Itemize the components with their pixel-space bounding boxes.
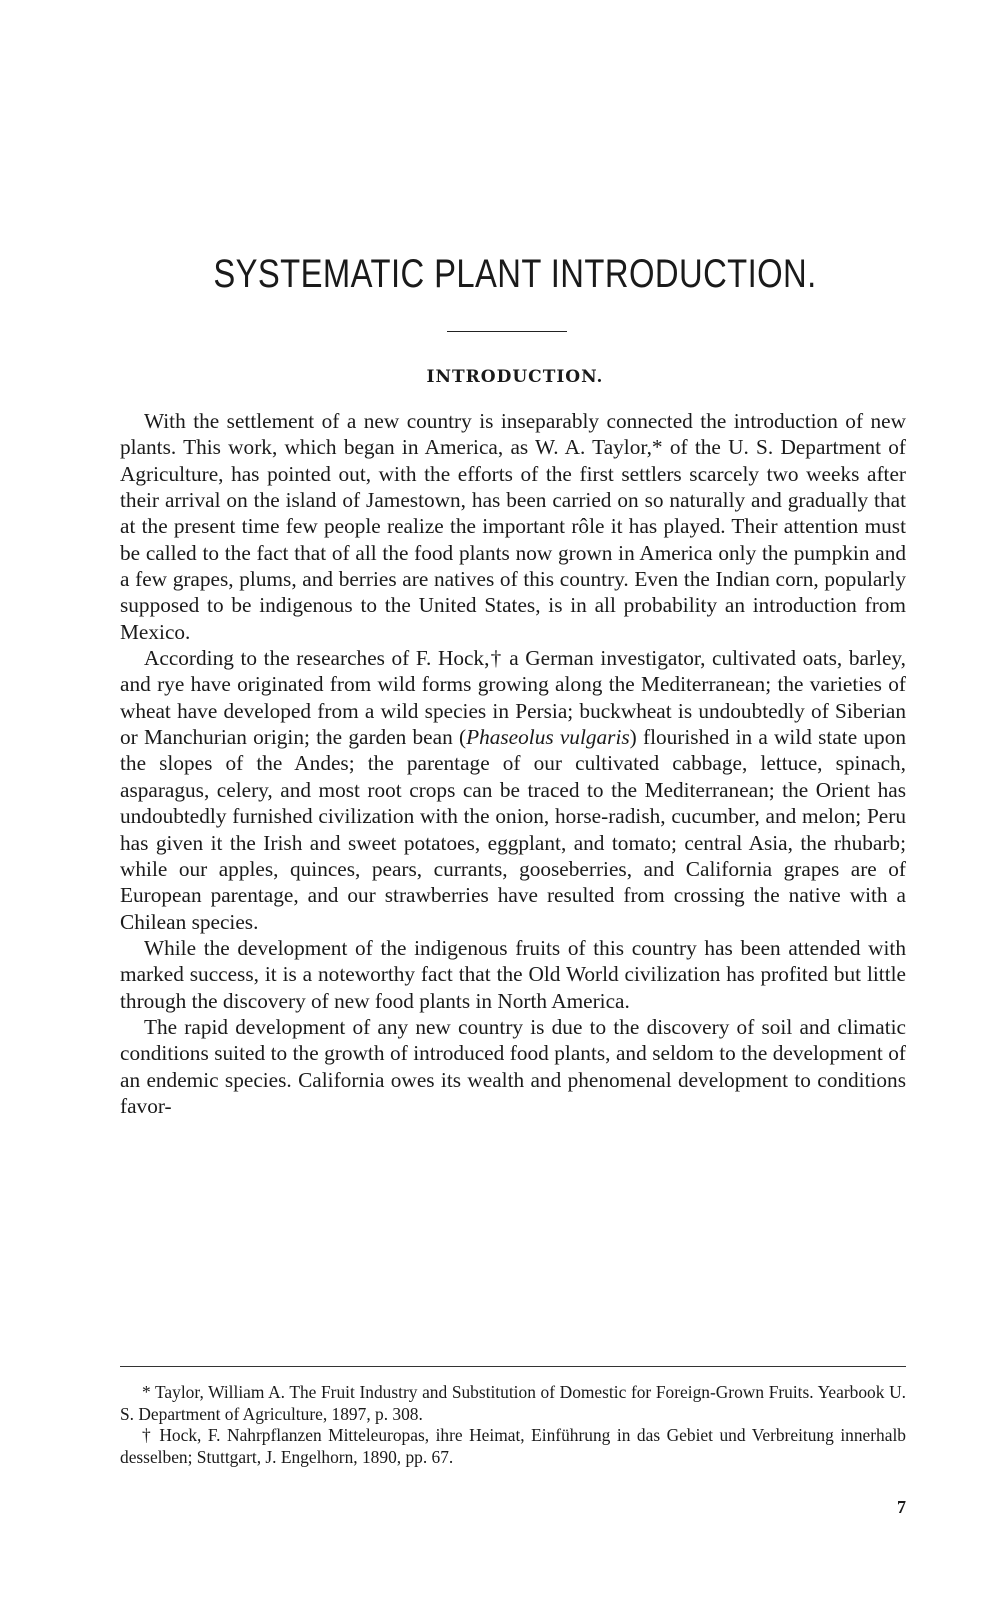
paragraph-2 [120,645,906,935]
page-title: SYSTEMATIC PLANT INTRODUCTION. [213,252,817,296]
footnote-2: † Hock, F. Nahrpflanzen Mitteleuropas, ihre Heimat, Einführung in das Gebiet und Verbreitung innerhalb desselben; Stuttgart, J. Engelhorn, 1890, pp. 67. [120,1425,906,1467]
paragraph-2-text-before: According to the researches of F. Hock,† a German investigator, cultivated oats, barley, and rye have originated from wild forms growing along the Mediterranean; the varieties of wheat have developed from a wild species in Persia; buckwheat is undoubtedly of Siberian or Manchurian origin; the garden bean ( [120,646,906,750]
paragraph-1-text: With the settlement of a new country is inseparably connected the introduction of new plants. This work, which began in America, as W. A. Taylor,* of the U. S. Department of Agriculture, has pointed out, with the efforts of the first settlers scarcely two weeks after their arrival on the island of Jamestown, has been carried on so naturally and gradually that at the present time few people realize the important rôle it has played. Their attention must be called to the fact that of all the food plants now grown in America only the pumpkin and a few grapes, plums, and berries are natives of this country. Even the Indian corn, popularly supposed to be indigenous to the United States, is in all probability an introduction from Mexico. [120,409,906,644]
paragraph-4 [120,1014,906,1119]
paragraph-2-italic-species: Phaseolus vulgaris [466,725,630,750]
paragraph-1 [120,408,906,645]
body-text [120,408,906,1119]
page-number: 7 [897,1497,906,1517]
section-heading: INTRODUCTION. [426,367,604,387]
title-divider [447,331,567,332]
footnote-divider [120,1366,906,1367]
paragraph-3 [120,935,906,1014]
paragraph-2-text-after: ) flourished in a wild state upon the slopes of the Andes; the parentage of our cultivated cabbage, lettuce, spinach, asparagus, celery, and most root crops can be traced to the Mediterranean; the Orient has undoubtedly furnished civilization with the onion, horse-radish, cucumber, and melon; Peru has given it the Irish and sweet potatoes, eggplant, and tomato; central Asia, the rhubarb; while our apples, quinces, pears, currants, gooseberries, and California grapes are of European parentage, and our strawberries have resulted from crossing the native with a Chilean species. [120,725,906,934]
footnotes [120,1382,906,1468]
paragraph-4-text: The rapid development of any new country is due to the discovery of soil and climatic conditions suited to the growth of introduced food plants, and seldom to the development of an endemic species. California owes its wealth and phenomenal development to conditions favor- [120,1014,906,1118]
footnote-1: * Taylor, William A. The Fruit Industry and Substitution of Domestic for Foreign-Grown Fruits. Yearbook U. S. Department of Agriculture, 1897, p. 308. [120,1382,906,1424]
paragraph-3-text: While the development of the indigenous fruits of this country has been attended with marked success, it is a noteworthy fact that the Old World civilization has profited but little through the discovery of new food plants in North America. [120,935,906,1013]
